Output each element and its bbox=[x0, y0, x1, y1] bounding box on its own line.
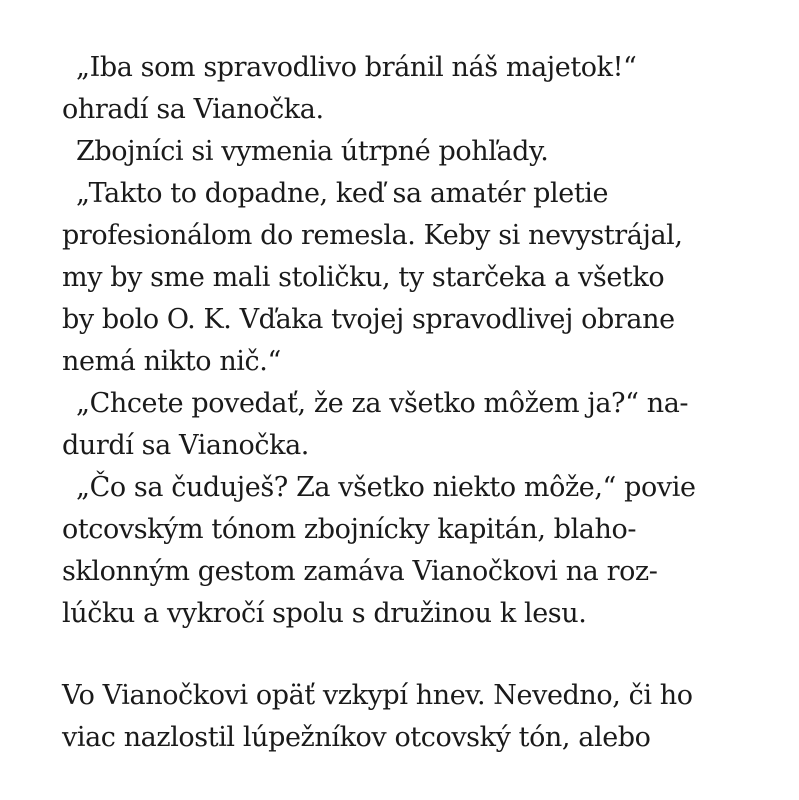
text-line: „Iba som spravodlivo bránil náš majetok!“ bbox=[76, 52, 637, 83]
text-line: lúčku a vykročí spolu s družinou k lesu. bbox=[62, 598, 587, 629]
text-line: „Chcete povedať, že za všetko môžem ja?“ na- bbox=[76, 388, 689, 419]
text-line: otcovským tónom zbojnícky kapitán, blaho- bbox=[62, 514, 637, 545]
text-line: sklonným gestom zamáva Vianočkovi na roz- bbox=[62, 556, 658, 587]
text-line: Zbojníci si vymenia útrpné pohľady. bbox=[76, 136, 549, 167]
text-line: ohradí sa Vianočka. bbox=[62, 94, 324, 125]
text-line: durdí sa Vianočka. bbox=[62, 430, 309, 461]
text-line: „Takto to dopadne, keď sa amatér pletie bbox=[76, 178, 609, 209]
text-line: „Čo sa čuduješ? Za všetko niekto môže,“ povie bbox=[76, 472, 696, 503]
text-line: my by sme mali stoličku, ty starčeka a všetko bbox=[62, 262, 665, 293]
text-line: viac nazlostil lúpežníkov otcovský tón, alebo bbox=[62, 722, 651, 753]
text-line: Vo Vianočkovi opäť vzkypí hnev. Nevedno, či ho bbox=[62, 680, 693, 711]
text-line: by bolo O. K. Vďaka tvojej spravodlivej obrane bbox=[62, 304, 675, 335]
text-line: nemá nikto nič.“ bbox=[62, 346, 281, 377]
text-line: profesionálom do remesla. Keby si nevystrájal, bbox=[62, 220, 683, 251]
